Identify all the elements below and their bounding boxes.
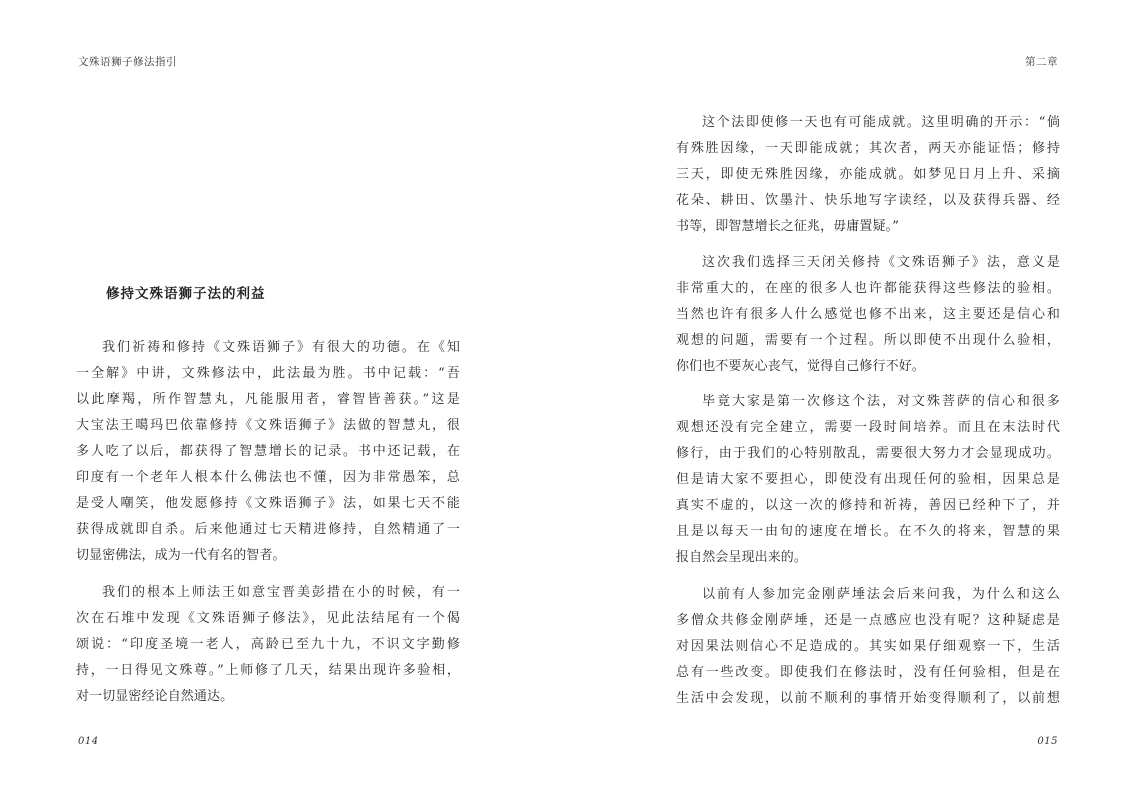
text-line: 是受人嘲笑，他发愿修持《文殊语狮子》法，如果七天不能 bbox=[76, 496, 460, 511]
text-line: 一全解》中讲，文殊修法中，此法最为胜。书中记载：“吾 bbox=[76, 366, 460, 381]
paragraph bbox=[676, 582, 1060, 712]
text-line: 大宝法王噶玛巴依靠修持《文殊语狮子》法做的智慧丸，很 bbox=[76, 418, 460, 433]
text-line: 非常重大的，在座的很多人也许都能获得这些修法的验相。 bbox=[676, 281, 1060, 296]
text-line: 对一切显密经论自然通达。 bbox=[76, 689, 234, 704]
text-line: 花朵、耕田、饮墨汁、快乐地写字读经，以及获得兵器、经 bbox=[676, 193, 1060, 208]
text-line: 三天，即使无殊胜因缘，亦能成就。如梦见日月上升、采摘 bbox=[676, 167, 1060, 182]
text-line: 你们也不要灰心丧气，觉得自己修行不好。 bbox=[676, 359, 925, 374]
text-line: 获得成就即自杀。后来他通过七天精进修持，自然精通了一 bbox=[76, 522, 460, 537]
text-line: 当然也许有很多人什么感觉也修不出来，这主要还是信心和 bbox=[676, 307, 1060, 322]
text-line: 次在石堆中发现《文殊语狮子修法》，见此法结尾有一个偈 bbox=[76, 611, 460, 626]
text-line: 观想的问题，需要有一个过程。所以即使不出现什么验相， bbox=[676, 333, 1060, 348]
text-line: 这次我们选择三天闭关修持《文殊语狮子》法，意义是 bbox=[702, 255, 1060, 270]
paragraph bbox=[676, 389, 1060, 571]
text-line: 报自然会呈现出来的。 bbox=[676, 550, 808, 565]
text-line: 切显密佛法，成为一代有名的智者。 bbox=[76, 548, 286, 563]
text-line: 生活中会发现，以前不顺利的事情开始变得顺利了，以前想 bbox=[676, 691, 1060, 706]
text-line: 书等，即智慧增长之征兆，毋庸置疑。” bbox=[676, 219, 899, 234]
text-line: 我们祈祷和修持《文殊语狮子》有很大的功德。在《知 bbox=[102, 340, 460, 355]
running-head-chapter: 第二章 bbox=[1025, 56, 1058, 68]
text-line: 观想还没有完全建立，需要一段时间培养。而且在末法时代 bbox=[676, 420, 1060, 435]
text-line: 以此摩羯，所作智慧丸，凡能服用者，睿智皆善获。”这是 bbox=[76, 392, 460, 407]
right-page bbox=[567, 0, 1134, 794]
text-line: 多僧众共修金刚萨埵，还是一点感应也没有呢？这种疑虑是 bbox=[676, 613, 1060, 628]
text-line: 这个法即使修一天也有可能成就。这里明确的开示：“倘 bbox=[702, 115, 1060, 130]
text-line: 持，一日得见文殊尊。”上师修了几天，结果出现许多验相， bbox=[76, 663, 460, 678]
paragraph bbox=[76, 580, 460, 710]
text-line: 修行，由于我们的心特别散乱，需要很大努力才会显现成功。 bbox=[676, 446, 1060, 461]
text-line: 但是请大家不要担心，即使没有出现任何的验相，因果总是 bbox=[676, 472, 1060, 487]
text-line: 且是以每天一由旬的速度在增长。在不久的将来，智慧的果 bbox=[676, 524, 1060, 539]
text-line: 以前有人参加完金刚萨埵法会后来问我，为什么和这么 bbox=[702, 587, 1060, 602]
text-line: 有殊胜因缘，一天即能成就；其次者，两天亦能证悟；修持 bbox=[676, 141, 1060, 156]
section-title: 修持文殊语狮子法的利益 bbox=[106, 286, 266, 302]
paragraph bbox=[676, 110, 1060, 240]
page-number: 015 bbox=[1037, 736, 1058, 747]
text-line: 印度有一个老年人根本什么佛法也不懂，因为非常愚笨，总 bbox=[76, 470, 460, 485]
text-line: 对因果法则信心不足造成的。其实如果仔细观察一下，生活 bbox=[676, 639, 1060, 654]
text-line: 多人吃了以后，都获得了智慧增长的记录。书中还记载，在 bbox=[76, 444, 460, 459]
paragraph bbox=[76, 335, 460, 569]
text-line: 总有一些改变。即使我们在修法时，没有任何验相，但是在 bbox=[676, 665, 1060, 680]
paragraph bbox=[676, 250, 1060, 380]
text-line: 真实不虚的，以这一次的修持和祈祷，善因已经种下了，并 bbox=[676, 498, 1060, 513]
text-line: 颂说：“印度圣境一老人，高龄已至九十九，不识文字勤修 bbox=[76, 637, 460, 652]
text-line: 毕竟大家是第一次修这个法，对文殊菩萨的信心和很多 bbox=[702, 394, 1060, 409]
running-head-book-title: 文殊语狮子修法指引 bbox=[78, 56, 177, 68]
page-number: 014 bbox=[78, 736, 99, 747]
text-line: 我们的根本上师法王如意宝晋美彭措在小的时候，有一 bbox=[102, 585, 460, 600]
